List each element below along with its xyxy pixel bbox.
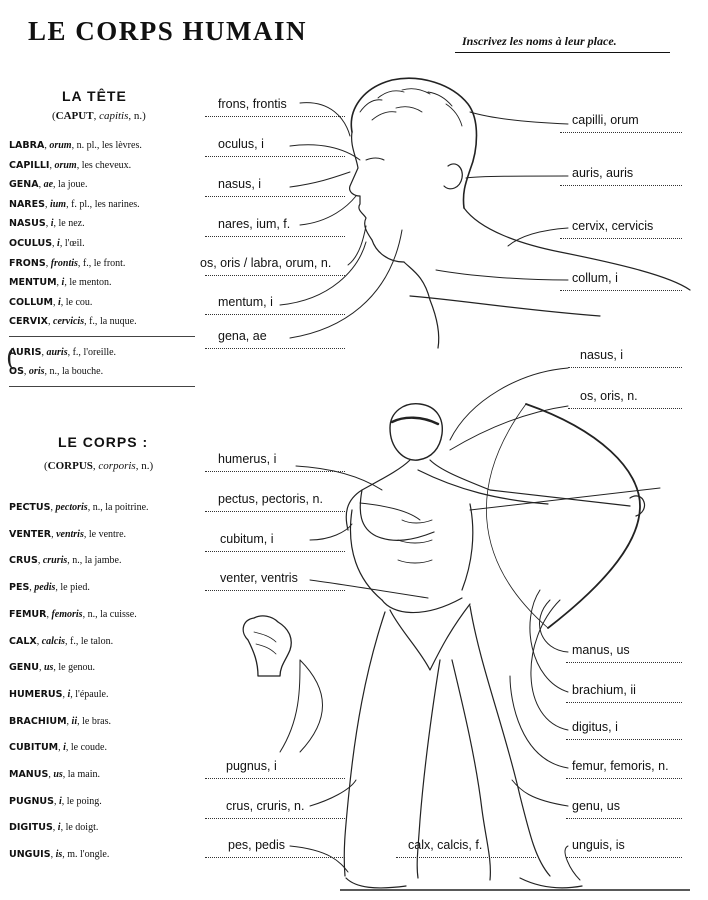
- vocab-grammar: n. pl.,: [76, 140, 100, 151]
- vocab-french: l'œil.: [64, 238, 85, 249]
- vocab-french: le ventre.: [88, 528, 127, 540]
- answer-line: [566, 702, 682, 703]
- vocab-entry: GENU, us, le genou.: [9, 662, 96, 674]
- vocab-french: le pied.: [60, 582, 90, 594]
- label-manus: manus, us: [572, 643, 630, 657]
- answer-line: [560, 132, 682, 133]
- answer-line: [205, 551, 345, 552]
- vocab-genitive: ium: [49, 198, 67, 210]
- vocab-entry: BRACHIUM, ii, le bras.: [9, 715, 111, 727]
- vocab-entry: NASUS, i, le nez.: [9, 218, 85, 230]
- head-profile-drawing: [350, 78, 690, 348]
- vocab-french: les narines.: [94, 198, 140, 210]
- answer-line: [396, 857, 536, 858]
- vocab-latin: CUBITUM: [9, 742, 59, 754]
- vocab-genitive: frontis: [50, 257, 78, 269]
- vocab-latin: MENTUM: [9, 277, 57, 289]
- vocab-entry: CUBITUM, i, le coude.: [9, 742, 107, 754]
- label-mentum: mentum, i: [218, 295, 273, 309]
- subtitle-genitive: corporis: [98, 460, 136, 472]
- vocab-french: la poitrine.: [105, 502, 149, 513]
- vocab-french: le nez.: [58, 218, 85, 230]
- label-os-labra: os, oris / labra, orum, n.: [200, 256, 332, 270]
- vocab-latin: VENTER: [9, 528, 52, 540]
- vocab-french: la joue.: [58, 179, 88, 191]
- vocab-genitive: i: [67, 688, 71, 700]
- vocab-genitive: us: [53, 769, 63, 780]
- label-auris: auris, auris: [572, 166, 634, 180]
- vocab-entry: HUMERUS, i, l'épaule.: [9, 688, 109, 700]
- body-section-subtitle: (CORPUS, corporis, n.): [44, 460, 154, 472]
- body-section-title: LE CORPS :: [58, 434, 149, 450]
- vocab-latin: CALX: [9, 635, 37, 647]
- vocab-entry: GENA, ae, la joue.: [9, 179, 88, 191]
- label-pectus: pectus, pectoris, n.: [218, 492, 323, 506]
- vocab-entry: MENTUM, i, le menton.: [9, 277, 112, 289]
- vocab-entry: UNGUIS, is, m. l'ongle.: [9, 849, 110, 861]
- vocab-entry: CAPILLI, orum, les cheveux.: [9, 159, 132, 171]
- vocab-genitive: ii: [71, 715, 78, 727]
- vocab-latin: COLLUM: [9, 296, 53, 308]
- vocab-genitive: auris: [46, 347, 68, 358]
- answer-line: [566, 857, 682, 858]
- vocab-genitive: orum: [49, 140, 72, 151]
- vocab-latin: DIGITUS: [9, 822, 53, 834]
- vocab-entry: MANUS, us, la main.: [9, 769, 100, 780]
- label-femur: femur, femoris, n.: [572, 759, 669, 773]
- vocab-entry: CRUS, cruris, n., la jambe.: [9, 555, 122, 567]
- vocab-grammar: n.,: [87, 608, 98, 620]
- vocab-entry: NARES, ium, f. pl., les narines.: [9, 198, 140, 210]
- vocab-french: les lèvres.: [101, 140, 142, 151]
- vocab-french: le talon.: [80, 635, 114, 647]
- vocab-french: l'ongle.: [80, 849, 110, 861]
- vocab-latin: CRUS: [9, 555, 38, 567]
- vocab-french: le cou.: [65, 296, 93, 308]
- vocab-latin: NASUS: [9, 218, 46, 230]
- vocab-grammar: f.,: [70, 635, 79, 647]
- answer-line: [205, 857, 345, 858]
- answer-line: [568, 367, 682, 368]
- label-unguis: unguis, is: [572, 838, 625, 852]
- vocab-french: la bouche.: [61, 366, 104, 377]
- vocab-grammar: f.,: [82, 257, 92, 269]
- vocab-genitive: femoris: [51, 608, 83, 620]
- label-frons: frons, frontis: [218, 97, 287, 111]
- vocab-grammar: n.,: [49, 366, 60, 377]
- vocab-french: l'oreille.: [83, 347, 117, 358]
- head-section-subtitle: (CAPUT, capitis, n.): [52, 110, 146, 122]
- vocab-genitive: i: [63, 742, 66, 754]
- vocab-latin: BRACHIUM: [9, 715, 67, 727]
- subtitle-head-word: CORPUS: [47, 460, 93, 472]
- vocab-genitive: is: [55, 849, 63, 861]
- vocab-french: la main.: [67, 769, 100, 780]
- vocab-entry: PUGNUS, i, le poing.: [9, 795, 102, 807]
- label-calx: calx, calcis, f.: [408, 838, 483, 852]
- answer-line: [560, 185, 682, 186]
- subtitle-genitive: capitis: [99, 110, 129, 122]
- label-brachium: brachium, ii: [572, 683, 636, 697]
- answer-line: [560, 290, 682, 291]
- answer-line: [205, 590, 345, 591]
- vocab-entry: FRONS, frontis, f., le front.: [9, 257, 126, 269]
- vocab-genitive: i: [57, 296, 61, 308]
- vocab-latin: PUGNUS: [9, 795, 54, 807]
- label-cervix: cervix, cervicis: [572, 219, 654, 233]
- answer-line: [566, 778, 682, 779]
- vocab-grammar: f.,: [89, 316, 98, 328]
- vocab-latin: MANUS: [9, 769, 49, 780]
- vocab-grammar: m.: [67, 849, 78, 861]
- vocab-french: le front.: [93, 257, 126, 269]
- vocab-genitive: ae: [43, 179, 54, 191]
- vocab-genitive: i: [61, 277, 65, 289]
- answer-line: [205, 275, 345, 276]
- leader-lines: [280, 103, 580, 880]
- vocab-latin: UNGUIS: [9, 849, 51, 861]
- answer-line: [205, 314, 345, 315]
- vocab-genitive: ventris: [56, 528, 84, 540]
- subtitle-gender: n.: [141, 460, 150, 472]
- page-title: LE CORPS HUMAIN: [28, 16, 308, 46]
- head-section-title: LA TÊTE: [62, 88, 127, 104]
- vocab-genitive: oris: [28, 366, 45, 377]
- vocab-genitive: pectoris: [55, 502, 88, 513]
- label-humerus: humerus, i: [218, 452, 277, 466]
- vocab-entry: COLLUM, i, le cou.: [9, 296, 93, 308]
- label-os: os, oris, n.: [580, 389, 638, 403]
- answer-line: [205, 116, 345, 117]
- label-collum: collum, i: [572, 271, 618, 285]
- vocab-latin: NARES: [9, 198, 45, 210]
- vocab-latin: FRONS: [9, 257, 46, 269]
- vocab-french: la jambe.: [84, 555, 122, 567]
- vocab-grammar: f. pl.,: [71, 198, 93, 210]
- vocab-entry: PES, pedis, le pied.: [9, 582, 90, 594]
- answer-line: [566, 739, 682, 740]
- subtitle-gender: n.: [133, 110, 143, 122]
- head-divider-bottom: [9, 386, 195, 387]
- vocab-latin: GENU: [9, 662, 39, 674]
- vocab-entry: LABRA, orum, n. pl., les lèvres.: [9, 140, 142, 151]
- label-capilli: capilli, orum: [572, 113, 639, 127]
- vocab-latin: CERVIX: [9, 316, 48, 328]
- vocab-french: le doigt.: [65, 822, 99, 834]
- label-nasus-body: nasus, i: [580, 348, 624, 362]
- vocab-french: l'épaule.: [75, 688, 109, 700]
- vocab-french: la cuisse.: [100, 608, 137, 620]
- vocab-grammar: f.,: [72, 347, 81, 358]
- vocab-latin: OS: [9, 366, 24, 377]
- vocab-genitive: cruris: [42, 555, 68, 567]
- answer-line: [566, 818, 682, 819]
- vocab-genitive: us: [43, 662, 54, 674]
- vocab-entry: FEMUR, femoris, n., la cuisse.: [9, 608, 137, 620]
- label-pes: pes, pedis: [228, 838, 285, 852]
- vocab-genitive: cervicis: [53, 316, 85, 328]
- label-crus: crus, cruris, n.: [226, 799, 305, 813]
- vocab-latin: PES: [9, 582, 30, 594]
- label-cubitum: cubitum, i: [220, 532, 274, 546]
- label-genu: genu, us: [572, 799, 620, 813]
- vocab-french: le bras.: [82, 715, 111, 727]
- label-oculus: oculus, i: [218, 137, 264, 151]
- vocab-grammar: n.,: [72, 555, 83, 567]
- vocab-genitive: i: [57, 238, 60, 249]
- vocab-entry: CERVIX, cervicis, f., la nuque.: [9, 316, 137, 328]
- answer-line: [205, 348, 345, 349]
- vocab-latin: GENA: [9, 179, 39, 191]
- extra-bracket: (: [6, 344, 16, 372]
- instruction-text: Inscrivez les noms à leur place.: [462, 34, 617, 48]
- vocab-french: le genou.: [58, 662, 96, 674]
- vocab-genitive: i: [57, 822, 61, 834]
- answer-line: [205, 236, 345, 237]
- vocab-entry: CALX, calcis, f., le talon.: [9, 635, 114, 647]
- vocab-latin: FEMUR: [9, 608, 47, 620]
- vocab-latin: CAPILLI: [9, 159, 50, 171]
- answer-line: [205, 511, 345, 512]
- vocab-french: le menton.: [69, 277, 112, 289]
- vocab-french: le coude.: [70, 742, 107, 754]
- label-nasus-head: nasus, i: [218, 177, 262, 191]
- vocab-french: les cheveux.: [81, 159, 132, 171]
- vocab-genitive: pedis: [34, 582, 56, 594]
- label-venter: venter, ventris: [220, 571, 298, 585]
- vocab-french: la nuque.: [99, 316, 137, 328]
- vocab-french: le poing.: [66, 795, 102, 807]
- answer-line: [205, 818, 345, 819]
- label-pugnus: pugnus, i: [226, 759, 277, 773]
- vocab-latin: LABRA: [9, 140, 45, 151]
- vocab-genitive: i: [58, 795, 62, 807]
- vocab-entry: VENTER, ventris, le ventre.: [9, 528, 127, 540]
- answer-line: [205, 778, 345, 779]
- head-divider-top: [9, 336, 195, 337]
- label-nares: nares, ium, f.: [218, 217, 291, 231]
- vocab-entry: OCULUS, i, l'œil.: [9, 238, 85, 249]
- answer-line: [560, 238, 682, 239]
- vocab-genitive: i: [50, 218, 54, 230]
- subtitle-head-word: CAPUT: [55, 110, 94, 122]
- vocab-entry: DIGITUS, i, le doigt.: [9, 822, 99, 834]
- vocab-latin: HUMERUS: [9, 688, 63, 700]
- vocab-entry: OS, oris, n., la bouche.: [9, 366, 104, 377]
- vocab-genitive: calcis: [41, 635, 66, 647]
- answer-line: [205, 196, 345, 197]
- vocab-entry: AURIS, auris, f., l'oreille.: [9, 347, 117, 358]
- vocab-entry: PECTUS, pectoris, n., la poitrine.: [9, 502, 149, 513]
- vocab-latin: AURIS: [9, 347, 42, 358]
- answer-line: [566, 662, 682, 663]
- vocab-latin: PECTUS: [9, 502, 51, 513]
- answer-line: [205, 156, 345, 157]
- label-digitus: digitus, i: [572, 720, 618, 734]
- answer-line: [568, 408, 682, 409]
- vocab-grammar: n.,: [92, 502, 103, 513]
- answer-line: [205, 471, 345, 472]
- vocab-genitive: orum: [54, 159, 77, 171]
- label-gena: gena, ae: [218, 329, 267, 343]
- vocab-latin: OCULUS: [9, 238, 53, 249]
